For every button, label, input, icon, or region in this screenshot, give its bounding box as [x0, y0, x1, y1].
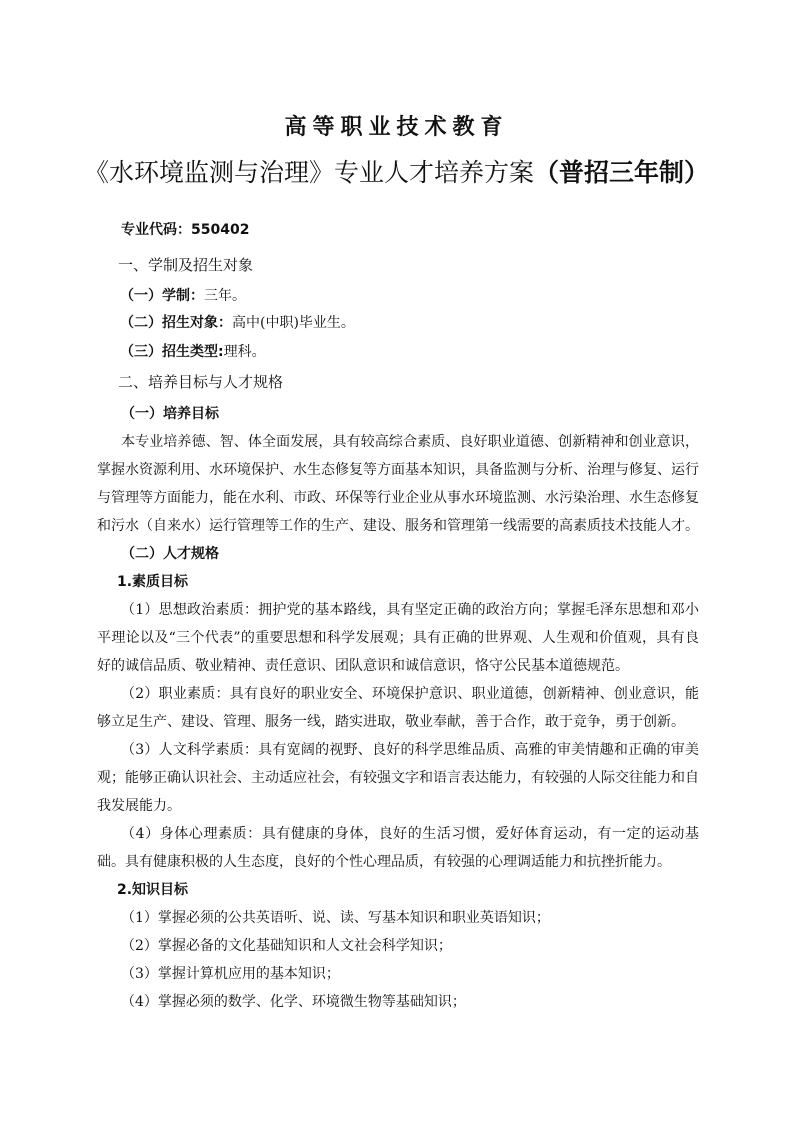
item-value: 三年。: [204, 288, 246, 304]
document-subtitle: [0, 155, 793, 191]
quality-heading: 1.素质目标: [117, 574, 189, 590]
major-code-label: 专业代码：: [121, 222, 191, 238]
quality-item: （4）身体心理素质：具有健康的身体，良好的生活习惯，爱好体育运动，有一定的运动基础。具有健康积极的人生态度，良好的个性心理品质，有较强的心理调适能力和抗挫折能力。: [97, 826, 699, 870]
quality-item: （3）人文科学素质：具有宽阔的视野、良好的科学思维品质、高雅的审美情趣和正确的审美观；能够正确认识社会、主动适应社会，有较强文字和语言表达能力，有较强的人际交往能力和自我发展能力。: [97, 742, 699, 814]
quality-item: （1）思想政治素质：拥护党的基本路线，具有坚定正确的政治方向；掌握毛泽东思想和邓小平理论以及“三个代表”的重要思想和科学发展观；具有正确的世界观、人生观和价值观，具有良好的诚信品质、敬业精神、责任意识、团队意识和诚信意识，恪守公民基本道德规范。: [97, 602, 699, 674]
item-label: （二）招生对象：: [120, 315, 232, 331]
major-code-value: 550402: [191, 222, 250, 238]
item-label: （三）招生类型:: [120, 344, 224, 360]
spec-heading: （二）人才规格: [121, 546, 219, 562]
goal-heading: （一）培养目标: [121, 406, 219, 422]
section-1-item: [120, 338, 722, 366]
section-1-item: [120, 309, 722, 337]
knowledge-item: （1）掌握必须的公共英语听、说、读、写基本知识和职业英语知识；: [121, 910, 550, 926]
item-label: （一）学制：: [120, 288, 204, 304]
knowledge-heading: 2.知识目标: [117, 882, 189, 898]
section-2-body: [97, 400, 699, 1016]
section-2-heading: 二、培养目标与人才规格: [118, 373, 284, 391]
subtitle-main: 《水环境监测与治理》专业人才培养方案: [83, 158, 534, 187]
subtitle-program-type: （普招三年制）: [534, 158, 710, 187]
major-code: [121, 216, 723, 244]
quality-item: （2）职业素质：具有良好的职业安全、环境保护意识、职业道德，创新精神、创业意识，能够立足生产、建设、管理、服务一线，踏实进取，敬业奉献，善于合作，敢于竞争，勇于创新。: [97, 686, 699, 730]
knowledge-item: （4）掌握必须的数学、化学、环境微生物等基础知识；: [121, 994, 466, 1010]
section-1-heading: 一、学制及招生对象: [118, 256, 254, 274]
document-header-title: 高等职业技术教育: [284, 114, 509, 140]
goal-paragraph: 本专业培养德、智、体全面发展，具有较高综合素质、良好职业道德、创新精神和创业意识，掌握水资源利用、水环境保护、水生态修复等方面基本知识，具备监测与分析、治理与修复、运行与管理等方面能力，能在水利、市政、环保等行业企业从事水环境监测、水污染治理、水生态修复和污水（自来水）运行管理等工作的生产、建设、服务和管理第一线需要的高素质技术技能人才。: [97, 434, 699, 534]
section-1-item: [120, 282, 722, 310]
knowledge-item: （3）掌握计算机应用的基本知识；: [121, 966, 340, 982]
item-value: 高中(中职)毕业生。: [232, 315, 355, 331]
item-value: 理科。: [223, 344, 266, 360]
knowledge-item: （2）掌握必备的文化基础知识和人文社会科学知识；: [121, 938, 452, 954]
